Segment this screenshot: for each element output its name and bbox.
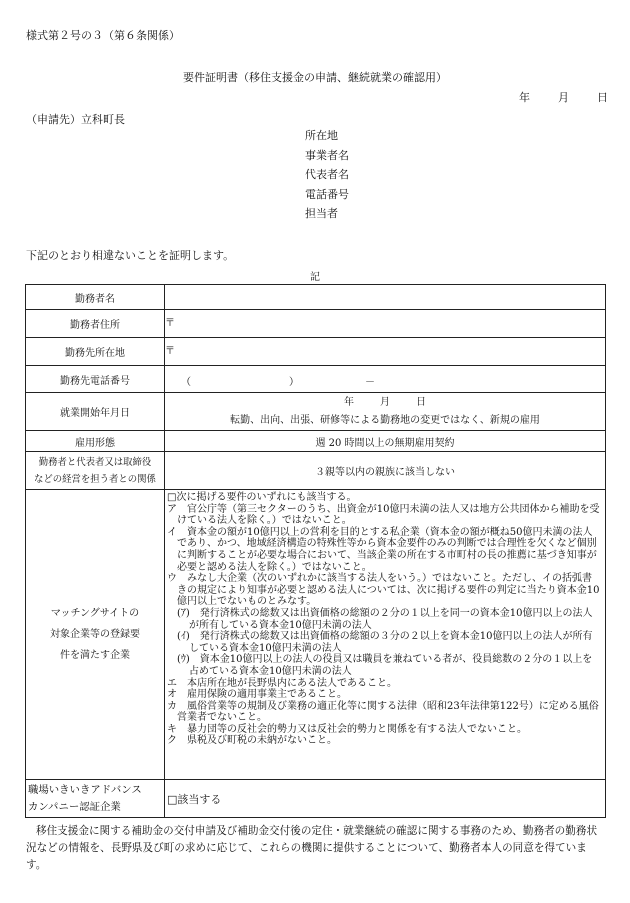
postal-mark: 〒 [165,346,175,357]
certify-statement: 下記のとおり相違ないことを証明します。 [26,249,235,262]
row-workplace-phone [26,366,606,393]
ki-heading: 記 [310,272,320,283]
start-date-note: 転勤、出向、出張、研修等による勤務地の変更ではなく、新規の雇用 [230,414,540,426]
workplace-address-label: 勤務先所在地 [26,338,165,366]
worker-name-label: 勤務者名 [26,285,165,310]
row-worker-name [26,285,606,310]
page-title: 要件証明書（移住支援金の申請、継続就業の確認用） [183,71,447,84]
requirements-table [25,284,606,818]
row-advance-company [26,780,606,818]
row-relation [26,452,606,490]
requirement-a: ア 官公庁等（第三セクターのうち、出資金が10億円未満の法人又は地方公共団体から補助を受けている法人を除く。）ではないこと。 [167,503,600,527]
requirement-u-sub-3: (ｳ) 資本金10億円以上の法人の役員又は職員を兼ねている者が、役員総数の２分の１以上を占めている資本金10億円未満の法人 [177,654,593,677]
requirements-checkbox-line[interactable]: □次に掲げる要件のいずれにも該当する。 [167,492,357,503]
consent-statement: 移住支援金に関する補助金の交付申請及び補助金交付後の定住・就業継続の確認に関する事務のため、勤務者の勤務状況などの情報を、長野県及び町の求めに応じて、これらの機関に提供することについて、勤務者本人の同意を得ています。 [26,825,598,871]
form-number: 様式第２号の３（第６条関係） [26,29,180,42]
applicant-address-label: 所在地 [305,129,338,142]
relation-label: 勤務者と代表者又は取締役 などの経営を担う者との関係 [26,452,165,490]
applicant-business-name-label: 事業者名 [305,148,349,162]
workplace-phone-field[interactable] [165,366,606,393]
requirement-e: エ 本店所在地が長野県内にある法人であること。 [167,677,397,689]
requirement-ka: カ 風俗営業等の規制及び業務の適正化等に関する法律（昭和23年法律第122号）に定める風俗営業者でないこと。 [167,700,599,724]
matching-requirements [165,490,606,780]
phone-paren-open: （ [181,377,191,388]
phone-dash: － [365,377,375,388]
row-matching [26,490,606,780]
postal-mark: 〒 [165,318,175,329]
relation-value: ３親等以内の親族に該当しない [165,452,606,490]
start-date-field[interactable] [165,393,606,431]
date-month: 月 [558,91,569,104]
worker-name-field[interactable] [165,285,606,310]
requirement-ku: ク 県税及び町税の未納がないこと。 [167,735,337,747]
addressee: （申請先）立科町長 [26,113,125,126]
phone-paren-close: ） [289,377,299,388]
workplace-address-field[interactable] [165,338,606,366]
requirement-ki: キ 暴力団等の反社会的勢力又は反社会的勢力と関係を有する法人でないこと。 [167,723,527,735]
requirement-o: オ 雇用保険の適用事業主であること。 [167,689,347,701]
date-year: 年 [519,91,530,104]
start-date-label: 就業開始年月日 [26,393,165,431]
row-employment-type [26,431,606,452]
applicant-block [305,126,349,224]
requirement-u: ウ みなし大企業（次のいずれかに該当する法人をいう。）ではないこと。ただし、イの括弧書きの規定により知事が必要と認める法人については、次に掲げる要件の判定に当たり資本金10億円以上でないものとみなす。 [167,573,600,608]
row-workplace-address [26,338,606,366]
worker-address-label: 勤務者住所 [26,310,165,338]
worker-address-field[interactable] [165,310,606,338]
row-start-date [26,393,606,431]
advance-company-checkbox[interactable]: □該当する [165,780,606,818]
row-worker-address [26,310,606,338]
requirement-i: イ 資本金の額が10億円以上の営利を目的とする私企業（資本金の額が概ね50億円未満の法人であり、かつ、地域経済構造の特殊性等から資本金要件のみの判断では合理性を欠くなど個別に判断することが必要な場合において、当該企業の所在する市町村の長の推薦に基づき知事が必要と認める法人を除く。）ではないこと。 [167,526,597,573]
issue-date [495,89,608,105]
requirement-u-sub-1: (ｱ) 発行済株式の総数又は出資価格の総額の２分の１以上を同一の資本金10億円以上の法人が所有している資本金10億円未満の法人 [177,607,593,631]
employment-type-label: 雇用形態 [26,431,165,452]
date-day: 日 [597,91,608,104]
applicant-phone-label: 電話番号 [305,187,349,201]
start-date-ymd: 年 月 日 [344,396,426,408]
applicant-contact-label: 担当者 [305,207,338,220]
workplace-phone-label: 勤務先電話番号 [26,366,165,393]
requirement-u-sub-2: (ｲ) 発行済株式の総数又は出資価格の総額の３分の２以上を資本金10億円以上の法人が所有している資本金10億円未満の法人 [177,631,593,654]
advance-company-label: 職場いきいきアドバンス カンパニー認証企業 [26,780,165,818]
employment-type-value: 週 20 時間以上の無期雇用契約 [165,431,606,452]
applicant-representative-label: 代表者名 [305,168,349,181]
matching-label: マッチングサイトの 対象企業等の登録要 件を満たす企業 [26,490,165,780]
